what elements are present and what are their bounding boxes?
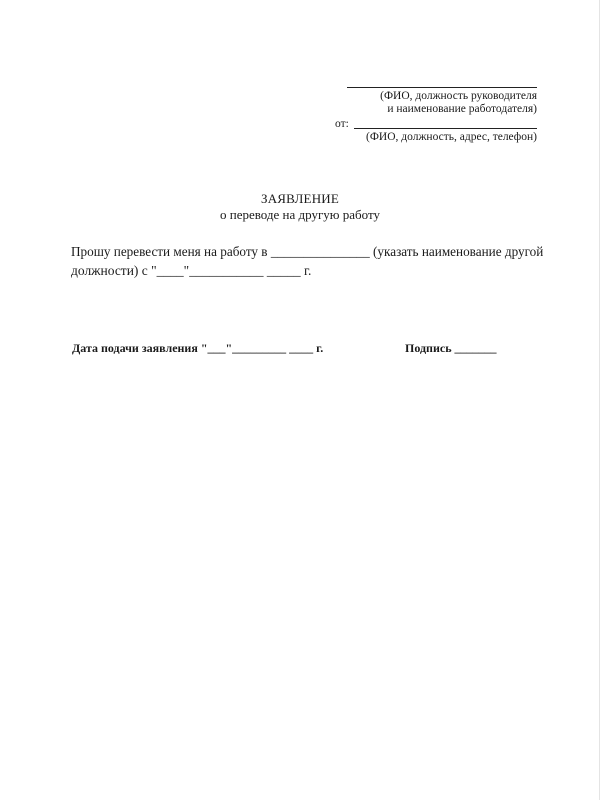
request-text-line-2: должности) с "____"___________ _____ г. xyxy=(71,263,312,278)
document-subtitle: о переводе на другую работу xyxy=(220,207,380,222)
recipient-blank-line xyxy=(347,87,537,88)
recipient-note-employer: и наименование работодателя) xyxy=(387,103,537,115)
applicant-blank-line xyxy=(354,128,537,129)
document-title: ЗАЯВЛЕНИЕ xyxy=(260,191,340,206)
submission-date: Дата подачи заявления "___"_________ ____ г. xyxy=(72,341,324,355)
recipient-note-manager: (ФИО, должность руководителя xyxy=(380,90,537,102)
applicant-note: (ФИО, должность, адрес, телефон) xyxy=(366,131,537,143)
signature-field: Подпись _______ xyxy=(405,341,497,355)
request-text-line-1: Прошу перевести меня на работу в _______________ (указать наименование другой xyxy=(71,244,544,259)
from-label: от: xyxy=(335,118,349,130)
